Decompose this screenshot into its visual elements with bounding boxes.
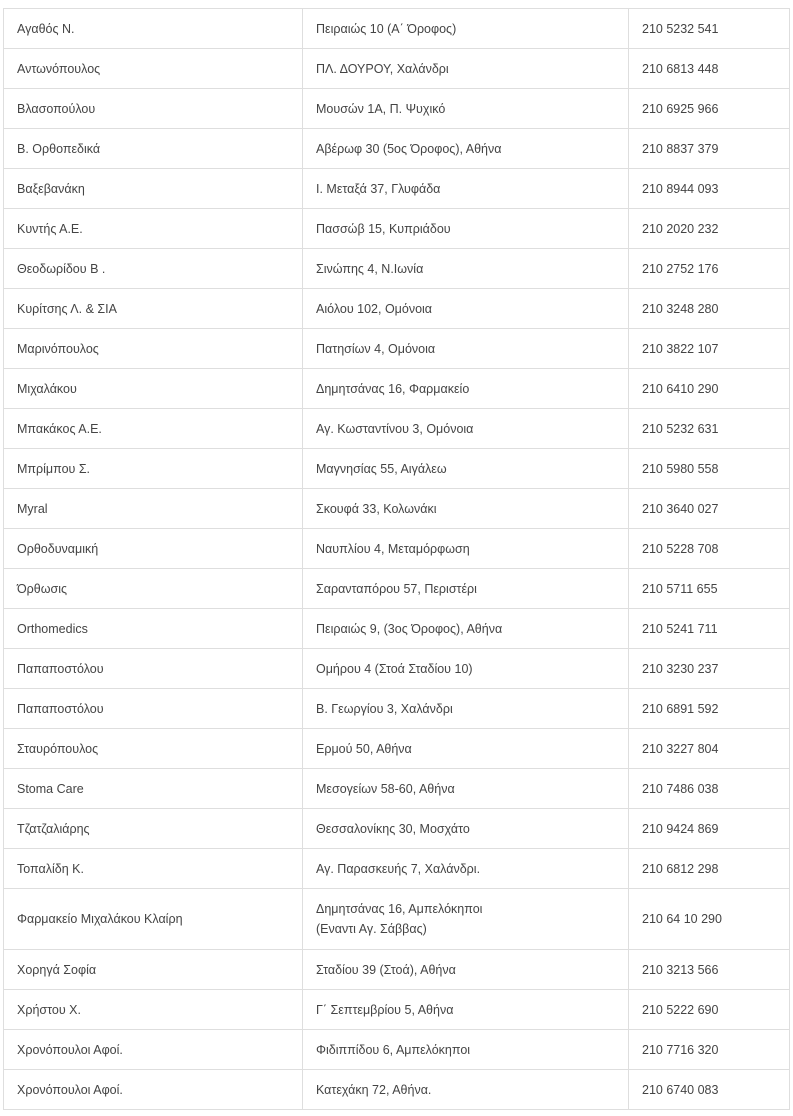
store-address-cell xyxy=(303,49,629,89)
store-address-cell xyxy=(303,369,629,409)
store-address-cell xyxy=(303,990,629,1030)
store-name-cell: Σταυρόπουλος xyxy=(4,729,303,769)
store-phone-cell: 210 5228 708 xyxy=(629,529,790,569)
store-name-cell: Αγαθός Ν. xyxy=(4,9,303,49)
store-phone-cell: 210 3230 237 xyxy=(629,649,790,689)
store-address-cell xyxy=(303,569,629,609)
table-row xyxy=(4,950,790,990)
store-name-cell: Αντωνόπουλος xyxy=(4,49,303,89)
stores-table xyxy=(3,8,790,1110)
table-row xyxy=(4,369,790,409)
table-row xyxy=(4,89,790,129)
table-row xyxy=(4,209,790,249)
store-phone-cell: 210 6813 448 xyxy=(629,49,790,89)
address-line: Πατησίων 4, Ομόνοια xyxy=(316,341,436,356)
store-name-cell: Β. Ορθοπεδικά xyxy=(4,129,303,169)
table-row xyxy=(4,249,790,289)
store-name-cell: Κυντής Α.Ε. xyxy=(4,209,303,249)
address-line: Θεσσαλονίκης 30, Μοσχάτο xyxy=(316,821,470,836)
address-line: Μουσών 1Α, Π. Ψυχικό xyxy=(316,101,446,116)
table-row xyxy=(4,49,790,89)
store-name-cell: Χρονόπουλοι Αφοί. xyxy=(4,1030,303,1070)
table-row xyxy=(4,169,790,209)
store-phone-cell: 210 3227 804 xyxy=(629,729,790,769)
store-name-cell: Χρήστου Χ. xyxy=(4,990,303,1030)
table-row xyxy=(4,569,790,609)
store-phone-cell: 210 2752 176 xyxy=(629,249,790,289)
store-name-cell: Βλασοπούλου xyxy=(4,89,303,129)
address-line: Αγ. Παρασκευής 7, Χαλάνδρι. xyxy=(316,861,481,876)
table-row xyxy=(4,529,790,569)
store-address-cell xyxy=(303,609,629,649)
table-row xyxy=(4,1070,790,1110)
table-row xyxy=(4,609,790,649)
table-row xyxy=(4,809,790,849)
table-row xyxy=(4,449,790,489)
address-line: Σταδίου 39 (Στοά), Αθήνα xyxy=(316,962,456,977)
store-address-cell xyxy=(303,689,629,729)
store-phone-cell: 210 3213 566 xyxy=(629,950,790,990)
store-phone-cell: 210 7716 320 xyxy=(629,1030,790,1070)
store-name-cell: Stoma Care xyxy=(4,769,303,809)
stores-table-wrapper xyxy=(3,8,789,1110)
address-line: Μαγνησίας 55, Αιγάλεω xyxy=(316,461,447,476)
store-address-cell xyxy=(303,89,629,129)
store-address-cell xyxy=(303,129,629,169)
address-line: Β. Γεωργίου 3, Χαλάνδρι xyxy=(316,701,453,716)
store-address-cell xyxy=(303,489,629,529)
store-address-cell xyxy=(303,849,629,889)
address-line: Κατεχάκη 72, Αθήνα. xyxy=(316,1082,432,1097)
store-phone-cell: 210 8837 379 xyxy=(629,129,790,169)
store-address-cell xyxy=(303,1030,629,1070)
store-address-cell xyxy=(303,449,629,489)
store-address-cell xyxy=(303,809,629,849)
table-row xyxy=(4,649,790,689)
address-line: Πασσώβ 15, Κυπριάδου xyxy=(316,221,451,236)
store-phone-cell: 210 5232 541 xyxy=(629,9,790,49)
store-address-cell xyxy=(303,249,629,289)
store-name-cell: Μπακάκος Α.Ε. xyxy=(4,409,303,449)
store-address-cell xyxy=(303,950,629,990)
table-row xyxy=(4,129,790,169)
store-name-cell: Τζατζαλιάρης xyxy=(4,809,303,849)
store-address-cell xyxy=(303,769,629,809)
store-name-cell: Φαρμακείο Μιχαλάκου Κλαίρη xyxy=(4,889,303,950)
address-line: Μεσογείων 58-60, Αθήνα xyxy=(316,781,455,796)
store-phone-cell: 210 9424 869 xyxy=(629,809,790,849)
store-address-cell xyxy=(303,289,629,329)
store-phone-cell: 210 3822 107 xyxy=(629,329,790,369)
table-row xyxy=(4,1030,790,1070)
table-row xyxy=(4,729,790,769)
address-line: Αγ. Κωσταντίνου 3, Ομόνοια xyxy=(316,421,474,436)
store-address-cell xyxy=(303,1070,629,1110)
store-phone-cell: 210 6410 290 xyxy=(629,369,790,409)
store-address-cell xyxy=(303,209,629,249)
stores-table-body xyxy=(4,9,790,1110)
store-name-cell: Κυρίτσης Λ. & ΣΙΑ xyxy=(4,289,303,329)
store-phone-cell: 210 5232 631 xyxy=(629,409,790,449)
store-name-cell: Μπρίμπου Σ. xyxy=(4,449,303,489)
store-name-cell: Παπαποστόλου xyxy=(4,689,303,729)
store-phone-cell: 210 5241 711 xyxy=(629,609,790,649)
store-name-cell: Orthomedics xyxy=(4,609,303,649)
table-row xyxy=(4,9,790,49)
table-row xyxy=(4,289,790,329)
address-line: Γ΄ Σεπτεμβρίου 5, Αθήνα xyxy=(316,1002,454,1017)
address-line: Ερμού 50, Αθήνα xyxy=(316,741,412,756)
store-phone-cell: 210 8944 093 xyxy=(629,169,790,209)
table-row xyxy=(4,489,790,529)
table-row xyxy=(4,409,790,449)
table-row xyxy=(4,769,790,809)
address-line: Αβέρωφ 30 (5ος Όροφος), Αθήνα xyxy=(316,141,502,156)
table-row xyxy=(4,689,790,729)
store-address-cell xyxy=(303,169,629,209)
address-line: Πειραιώς 9, (3ος Όροφος), Αθήνα xyxy=(316,621,503,636)
store-name-cell: Θεοδωρίδου Β . xyxy=(4,249,303,289)
store-name-cell: Χρονόπουλοι Αφοί. xyxy=(4,1070,303,1110)
address-line: Ι. Μεταξά 37, Γλυφάδα xyxy=(316,181,441,196)
store-phone-cell: 210 6891 592 xyxy=(629,689,790,729)
table-row xyxy=(4,329,790,369)
store-name-cell: Όρθωσις xyxy=(4,569,303,609)
address-line: Δημητσάνας 16, Αμπελόκηποι xyxy=(316,902,483,916)
store-address-cell xyxy=(303,329,629,369)
store-address-cell xyxy=(303,9,629,49)
store-name-cell: Βαξεβανάκη xyxy=(4,169,303,209)
store-phone-cell: 210 7486 038 xyxy=(629,769,790,809)
store-phone-cell: 210 6925 966 xyxy=(629,89,790,129)
address-line: Σκουφά 33, Κολωνάκι xyxy=(316,501,437,516)
address-line: (Εναντι Αγ. Σάββας) xyxy=(316,922,427,936)
address-line: Δημητσάνας 16, Φαρμακείο xyxy=(316,381,470,396)
address-line: Αιόλου 102, Ομόνοια xyxy=(316,301,433,316)
store-address-cell xyxy=(303,889,629,950)
store-phone-cell: 210 6812 298 xyxy=(629,849,790,889)
store-phone-cell: 210 64 10 290 xyxy=(629,889,790,950)
store-name-cell: Ορθοδυναμική xyxy=(4,529,303,569)
address-line: Σαρανταπόρου 57, Περιστέρι xyxy=(316,581,477,596)
address-line: Ναυπλίου 4, Μεταμόρφωση xyxy=(316,541,470,556)
address-line: Σινώπης 4, Ν.Ιωνία xyxy=(316,261,424,276)
address-line: Φιδιππίδου 6, Αμπελόκηποι xyxy=(316,1042,471,1057)
store-phone-cell: 210 5711 655 xyxy=(629,569,790,609)
store-phone-cell: 210 3640 027 xyxy=(629,489,790,529)
table-row xyxy=(4,889,790,950)
address-line: ΠΛ. ΔΟΥΡΟΥ, Χαλάνδρι xyxy=(316,61,449,76)
store-address-cell xyxy=(303,729,629,769)
store-address-cell xyxy=(303,529,629,569)
address-line: Ομήρου 4 (Στοά Σταδίου 10) xyxy=(316,661,473,676)
table-row xyxy=(4,990,790,1030)
table-row xyxy=(4,849,790,889)
store-address-cell xyxy=(303,649,629,689)
store-name-cell: Χορηγά Σοφία xyxy=(4,950,303,990)
store-name-cell: Τοπαλίδη Κ. xyxy=(4,849,303,889)
store-phone-cell: 210 5980 558 xyxy=(629,449,790,489)
store-phone-cell: 210 6740 083 xyxy=(629,1070,790,1110)
address-line: Πειραιώς 10 (Α΄ Όροφος) xyxy=(316,21,457,36)
store-name-cell: Παπαποστόλου xyxy=(4,649,303,689)
store-name-cell: Μιχαλάκου xyxy=(4,369,303,409)
store-phone-cell: 210 2020 232 xyxy=(629,209,790,249)
store-name-cell: Myral xyxy=(4,489,303,529)
store-address-cell xyxy=(303,409,629,449)
store-phone-cell: 210 3248 280 xyxy=(629,289,790,329)
store-name-cell: Μαρινόπουλος xyxy=(4,329,303,369)
store-phone-cell: 210 5222 690 xyxy=(629,990,790,1030)
